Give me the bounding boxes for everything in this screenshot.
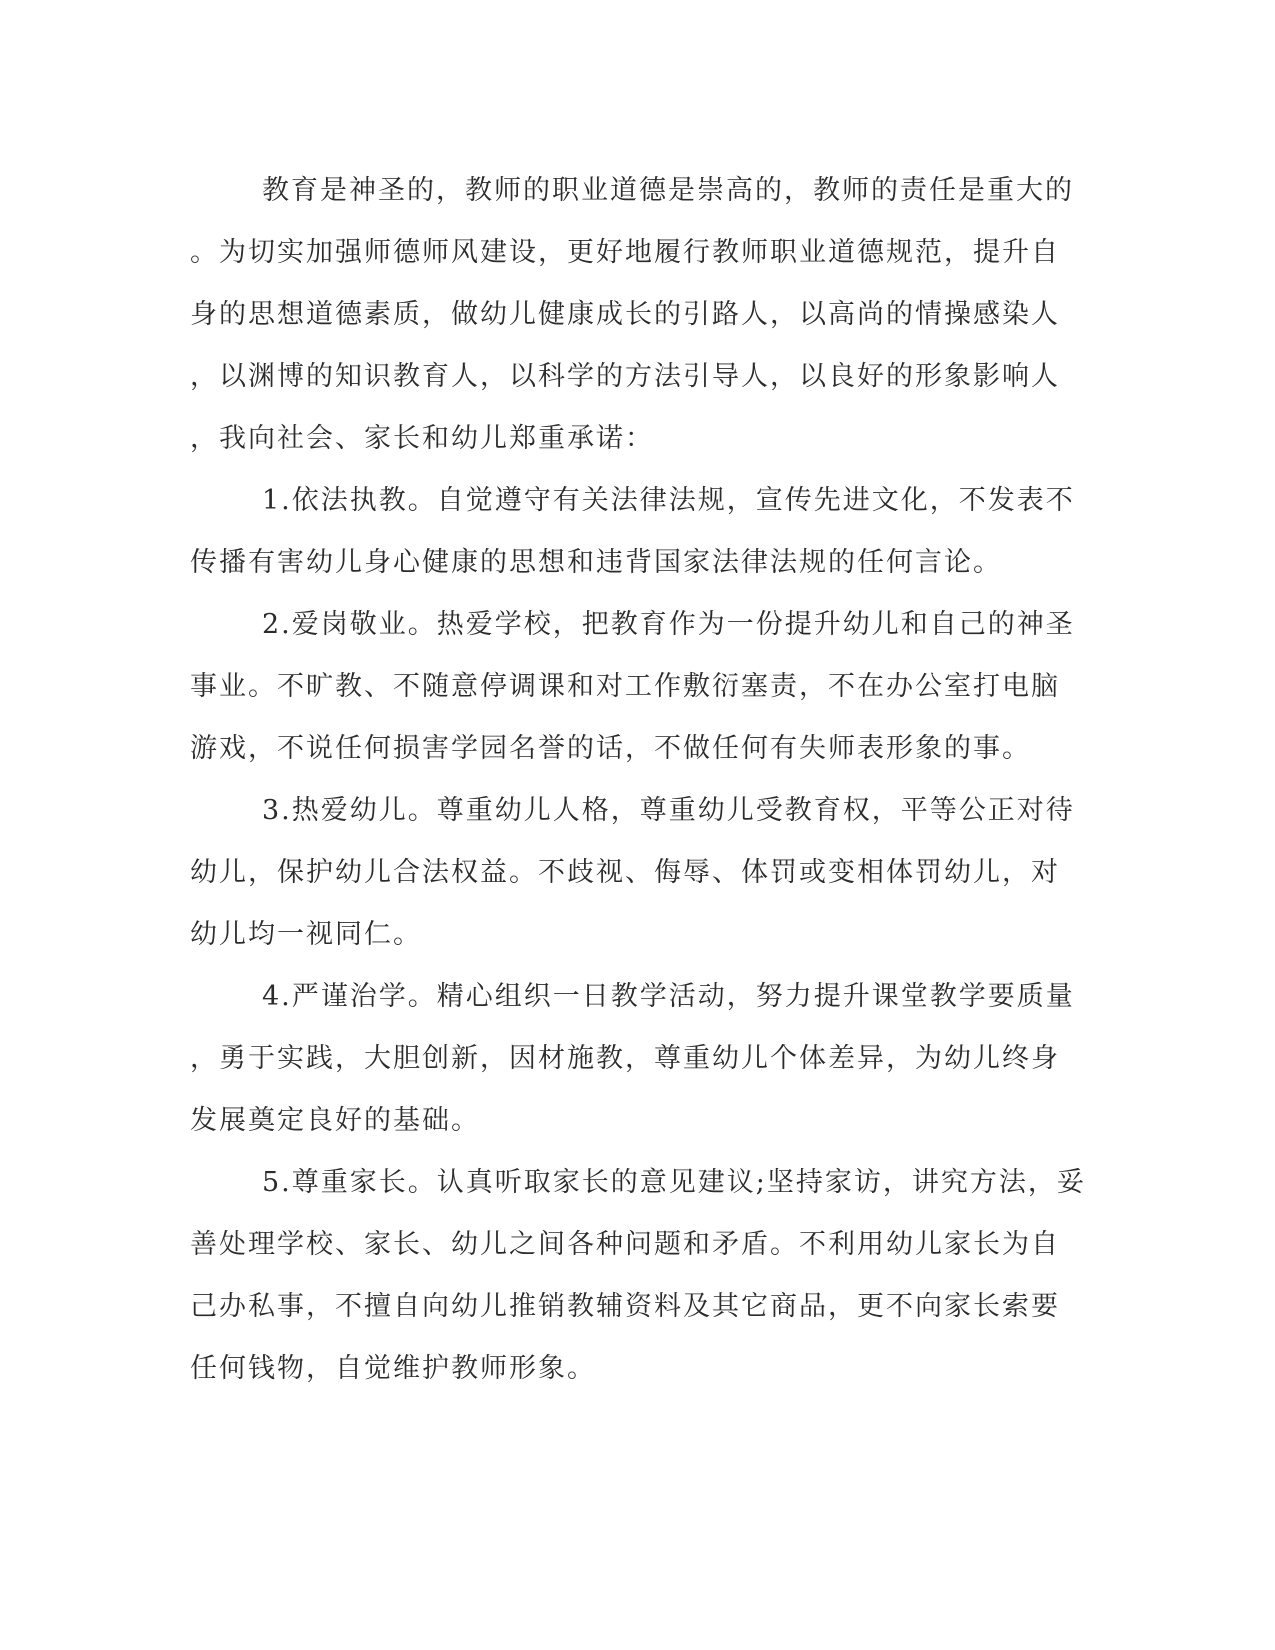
text-line: 幼儿，保护幼儿合法权益。不歧视、侮辱、体罚或变相体罚幼儿，对 [190, 857, 1060, 888]
text-line: ，勇于实践，大胆创新，因材施教，尊重幼儿个体差异，为幼儿终身 [190, 1043, 1060, 1074]
text-line: 4.严谨治学。精心组织一日教学活动，努力提升课堂教学要质量 [262, 981, 1075, 1012]
paragraph-item-3 [190, 780, 1080, 966]
paragraph-item-1 [190, 470, 1080, 594]
paragraph-item-4 [190, 966, 1080, 1152]
text-line: 1.依法执教。自觉遵守有关法律法规，宣传先进文化，不发表不 [262, 485, 1075, 516]
document-body [190, 160, 1086, 1400]
paragraph-item-2 [190, 594, 1080, 780]
text-line: 发展奠定良好的基础。 [190, 1105, 480, 1136]
text-line: 教育是神圣的，教师的职业道德是崇高的，教师的责任是重大的 [262, 175, 1074, 206]
text-line: 身的思想道德素质，做幼儿健康成长的引路人，以高尚的情操感染人 [190, 299, 1060, 330]
text-line: 游戏，不说任何损害学园名誉的话，不做任何有失师表形象的事。 [190, 733, 1031, 764]
paragraph-intro [190, 160, 1080, 470]
text-line: 善处理学校、家长、幼儿之间各种问题和矛盾。不利用幼儿家长为自 [190, 1229, 1060, 1260]
text-line: 2.爱岗敬业。热爱学校，把教育作为一份提升幼儿和自己的神圣 [262, 609, 1075, 640]
text-line: 事业。不旷教、不随意停调课和对工作敷衍塞责，不在办公室打电脑 [190, 671, 1060, 702]
paragraph-item-5 [190, 1152, 1086, 1400]
text-line: 己办私事，不擅自向幼儿推销教辅资料及其它商品，更不向家长索要 [190, 1291, 1060, 1322]
text-line: ，我向社会、家长和幼儿郑重承诺： [190, 423, 654, 454]
text-line: 。为切实加强师德师风建设，更好地履行教师职业道德规范，提升自 [190, 237, 1060, 268]
text-line: ，以渊博的知识教育人，以科学的方法引导人，以良好的形象影响人 [190, 361, 1060, 392]
text-line: 幼儿均一视同仁。 [190, 919, 422, 950]
text-line: 传播有害幼儿身心健康的思想和违背国家法律法规的任何言论。 [190, 547, 1002, 578]
text-line: 5.尊重家长。认真听取家长的意见建议;坚持家访，讲究方法，妥 [262, 1167, 1086, 1198]
text-line: 任何钱物，自觉维护教师形象。 [190, 1353, 596, 1384]
text-line: 3.热爱幼儿。尊重幼儿人格，尊重幼儿受教育权，平等公正对待 [262, 795, 1075, 826]
